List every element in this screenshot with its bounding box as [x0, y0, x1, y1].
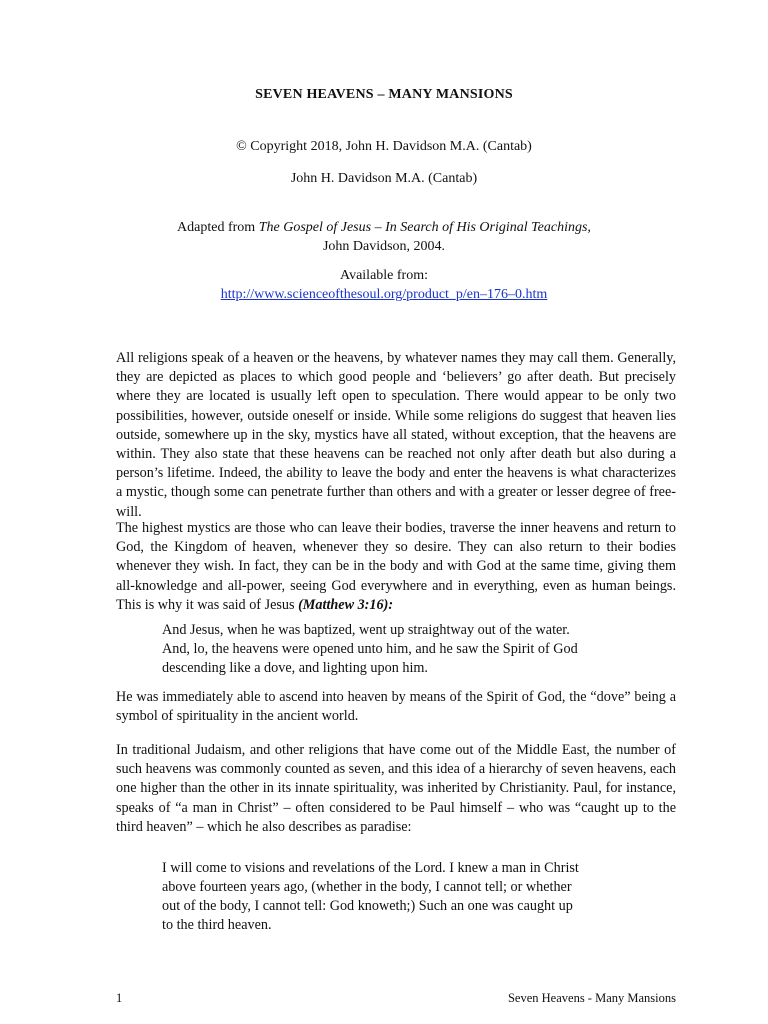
adapted-from-block	[0, 218, 768, 256]
available-from-block	[0, 266, 768, 304]
paragraph-4: In traditional Judaism, and other religions that have come out of the Middle East, the number of such heavens was commonly counted as seven, and this idea of a hierarchy of seven heavens, each one higher than the other in its innate spirituality, was inherited by Christianity. Paul, for instance, speaks of “a man in Christ” – often considered to be Paul himself – who was “caught up to the third heaven” – which he also describes as paradise:	[116, 742, 676, 835]
quote-line: to the third heaven.	[162, 917, 272, 933]
block-quote-2	[162, 859, 632, 935]
adapted-prefix: Adapted from	[177, 220, 259, 235]
quote-line: descending like a dove, and lighting upon him.	[162, 660, 428, 676]
quote-line: out of the body, I cannot tell: God knoweth;) Such an one was caught up	[162, 898, 573, 914]
page-number: 1	[116, 991, 123, 1005]
paragraph-2	[116, 519, 676, 615]
quote-line: I will come to visions and revelations of the Lord. I knew a man in Christ	[162, 860, 579, 876]
running-footer-title: Seven Heavens - Many Mansions	[507, 991, 676, 1005]
source-link[interactable]: http://www.scienceofthesoul.org/product_p/en–176–0.htm	[220, 287, 548, 302]
paragraph-1: All religions speak of a heaven or the heavens, by whatever names they may call them. Generally, they are depicted as places to which good people and ‘believers’ go after death. But precisely where they are located is usually left open to speculation. There would appear to be only two possibilities, however, outside oneself or inside. While some religions do suggest that heaven lies outside, somewhere up in the sky, mystics have all stated, without exception, that the heavens are within. They also state that these heavens can be reached not only after death but also during a person’s lifetime. Indeed, the ability to leave the body and enter the heavens is what characterizes a mystic, though some can penetrate further than others and with a greater or lesser degree of free-will.	[116, 350, 676, 520]
copyright-line: © Copyright 2018, John H. Davidson M.A. (Cantab)	[236, 139, 532, 154]
paragraph-3: He was immediately able to ascend into heaven by means of the Spirit of God, the “dove” being a symbol of spirituality in the ancient world.	[116, 689, 676, 725]
scripture-reference: (Matthew 3:16):	[298, 596, 394, 613]
quote-line: And Jesus, when he was baptized, went up straightway out of the water.	[162, 622, 570, 638]
quote-line: above fourteen years ago, (whether in the body, I cannot tell; or whether	[162, 879, 572, 895]
adapted-book-title: The Gospel of Jesus – In Search of His Original Teachings,	[258, 220, 591, 235]
quote-line: And, lo, the heavens were opened unto him, and he saw the Spirit of God	[162, 641, 578, 657]
available-label: Available from:	[340, 268, 428, 283]
block-quote-1	[162, 621, 632, 678]
page-title: SEVEN HEAVENS – MANY MANSIONS	[255, 87, 513, 102]
author-line: John H. Davidson M.A. (Cantab)	[290, 171, 478, 186]
paragraph-2-text: The highest mystics are those who can leave their bodies, traverse the inner heavens and return to God, the Kingdom of heaven, whenever they so desire. They can also return to their bodies whenever they wish. In fact, they can be in the body and with God at the same time, giving them all-knowledge and all-power, seeing God everywhere and in everything, even as human beings. This is why it was said of Jesus	[116, 520, 676, 613]
adapted-author-year: John Davidson, 2004.	[322, 239, 446, 254]
